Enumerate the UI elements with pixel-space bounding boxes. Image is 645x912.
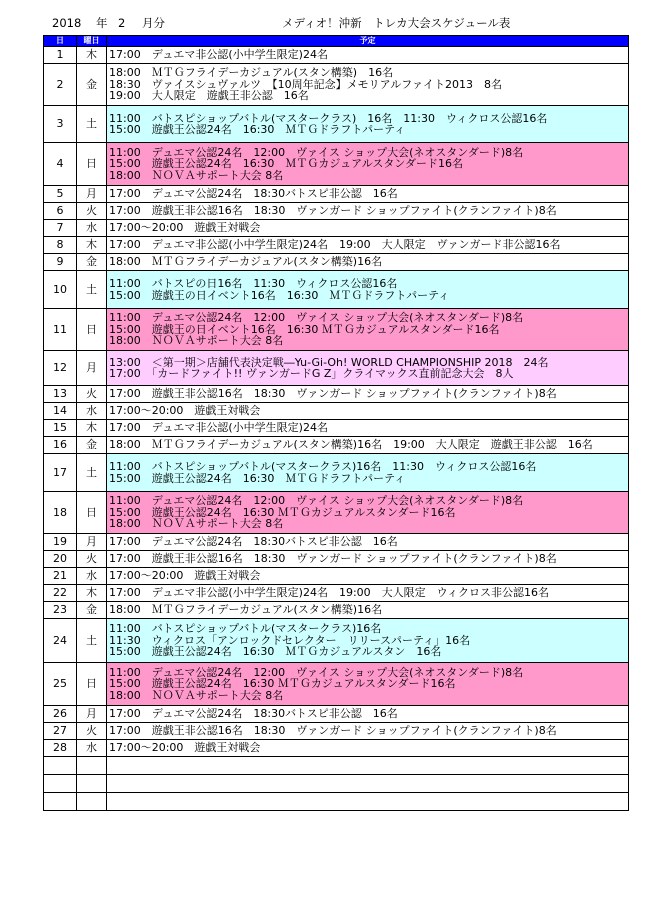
weekday-cell: 火 (77, 551, 107, 568)
schedule-row (44, 492, 629, 534)
events-cell (107, 534, 629, 551)
day-cell: 1 (44, 47, 77, 64)
weekday-cell: 金 (77, 437, 107, 454)
weekday-cell: 木 (77, 420, 107, 437)
weekday-cell: 金 (77, 64, 107, 106)
day-cell: 12 (44, 351, 77, 386)
event-line: 15:00 遊戯王の日イベント16名 16:30 ＭＴＧドラフトパーティ (109, 288, 450, 302)
weekday-cell: 金 (77, 602, 107, 619)
event-line: 17:00 遊戯王非公認16名 18:30 ヴァンガード ショップファイト(クランファイト)8名 (109, 387, 557, 401)
event-line: 17:00 デュエマ非公認(小中学生限定)24名 19:00 大人限定 ヴァンガード非公認16名 (109, 238, 561, 252)
weekday-cell: 日 (77, 492, 107, 534)
events-cell (107, 143, 629, 186)
schedule-table (43, 35, 629, 811)
schedule-row (44, 47, 629, 64)
weekday-cell: 月 (77, 706, 107, 723)
day-cell: 23 (44, 602, 77, 619)
event-line: 17:00 デュエマ公認24名 18:30バトスピ非公認 16名 (109, 535, 398, 549)
event-line: 15:00 遊戯王の日イベント16名 16:30 ＭＴＧカジュアルスタンダード16名 (109, 322, 500, 336)
event-line: 17:00 デュエマ非公認(小中学生限定)24名 (109, 48, 328, 62)
event-line: 17:00～20:00 遊戯王対戦会 (109, 404, 261, 418)
day-cell: 14 (44, 403, 77, 420)
event-line: 18:00 ＭＴＧフライデーカジュアル(スタン構築)16名 (109, 603, 383, 617)
event-line: 17:00 遊戯王非公認16名 18:30 ヴァンガード ショップファイト(クランファイト)8名 (109, 724, 557, 738)
event-line: 18:00 ＮＯＶＡサポート大会 8名 (109, 334, 284, 348)
weekday-cell (77, 757, 107, 775)
day-cell: 15 (44, 420, 77, 437)
schedule-row (44, 706, 629, 723)
day-cell: 8 (44, 237, 77, 254)
weekday-cell: 木 (77, 47, 107, 64)
weekday-cell: 日 (77, 663, 107, 706)
events-cell (107, 602, 629, 619)
weekday-cell: 水 (77, 220, 107, 237)
schedule-body (44, 47, 629, 811)
day-cell: 13 (44, 386, 77, 403)
weekday-cell: 月 (77, 186, 107, 203)
weekday-cell: 木 (77, 237, 107, 254)
weekday-cell (77, 793, 107, 811)
weekday-cell: 火 (77, 203, 107, 220)
events-cell (107, 585, 629, 602)
events-cell (107, 351, 629, 386)
event-line: 18:00 ＭＴＧフライデーカジュアル(スタン構築)16名 (109, 255, 383, 269)
day-cell: 25 (44, 663, 77, 706)
day-cell (44, 757, 77, 775)
schedule-row (44, 568, 629, 585)
schedule-row (44, 106, 629, 143)
day-cell: 27 (44, 723, 77, 740)
weekday-cell: 火 (77, 386, 107, 403)
day-cell (44, 775, 77, 793)
schedule-row (44, 420, 629, 437)
schedule-row (44, 143, 629, 186)
weekday-cell: 日 (77, 143, 107, 186)
schedule-row (44, 534, 629, 551)
schedule-row (44, 551, 629, 568)
events-cell (107, 492, 629, 534)
day-cell: 10 (44, 271, 77, 309)
events-cell (107, 551, 629, 568)
schedule-row (44, 454, 629, 492)
events-cell (107, 619, 629, 663)
weekday-cell: 土 (77, 619, 107, 663)
events-cell (107, 403, 629, 420)
schedule-row (44, 775, 629, 793)
schedule-row (44, 663, 629, 706)
event-line: 17:00～20:00 遊戯王対戦会 (109, 569, 261, 583)
events-cell (107, 793, 629, 811)
events-cell (107, 309, 629, 351)
event-line: 18:00 ＭＴＧフライデーカジュアル(スタン構築)16名 19:00 大人限定 遊戯王非公認 16名 (109, 438, 593, 452)
event-line: 11:00 バトスピショップバトル(マスタークラス)16名 (109, 622, 382, 636)
header-title: メディオ！沖新 トレカ大会スケジュール表 (282, 16, 511, 30)
event-line: 18:00 ＭＴＧフライデーカジュアル(スタン構築) 16名 (109, 66, 394, 80)
day-cell: 21 (44, 568, 77, 585)
weekday-cell: 日 (77, 309, 107, 351)
events-cell (107, 203, 629, 220)
schedule-row (44, 723, 629, 740)
weekday-cell: 土 (77, 106, 107, 143)
event-line: 11:00 デュエマ公認24名 12:00 ヴァイス ショップ大会(ネオスタンダード)8名 (109, 665, 524, 679)
event-line: 17:00～20:00 遊戯王対戦会 (109, 221, 261, 235)
event-line: 15:00 遊戯王公認24名 16:30 ＭＴＧカジュアルスタンダード16名 (109, 505, 456, 519)
events-cell (107, 740, 629, 757)
weekday-cell: 木 (77, 585, 107, 602)
event-line: 17:00 デュエマ公認24名 18:30バトスピ非公認 16名 (109, 707, 398, 721)
day-cell: 7 (44, 220, 77, 237)
schedule-row (44, 237, 629, 254)
event-line: 11:00 デュエマ公認24名 12:00 ヴァイス ショップ大会(ネオスタンダード)8名 (109, 494, 524, 508)
day-cell: 2 (44, 64, 77, 106)
events-cell (107, 271, 629, 309)
event-line: 13:00 ＜第一期＞店舗代表決定戦―Yu-Gi-Oh! WORLD CHAMPIONSHIP 2018 24名 (109, 355, 549, 369)
event-line: 17:00 遊戯王非公認16名 18:30 ヴァンガード ショップファイト(クランファイト)8名 (109, 552, 557, 566)
day-cell: 26 (44, 706, 77, 723)
day-cell: 3 (44, 106, 77, 143)
sheet-header (0, 14, 645, 32)
day-cell: 19 (44, 534, 77, 551)
event-line: 17:00 「カードファイト!! ヴァンガードG Z」クライマックス直前記念大会 8人 (109, 367, 514, 380)
weekday-cell (77, 775, 107, 793)
events-cell (107, 254, 629, 271)
events-cell (107, 663, 629, 706)
events-cell (107, 706, 629, 723)
event-line: 11:00 バトスピの日16名 11:30 ウィクロス公認16名 (109, 277, 398, 290)
events-cell (107, 420, 629, 437)
schedule-row (44, 793, 629, 811)
events-cell (107, 757, 629, 775)
day-cell (44, 793, 77, 811)
weekday-cell: 水 (77, 740, 107, 757)
weekday-cell: 水 (77, 403, 107, 420)
day-cell: 4 (44, 143, 77, 186)
events-cell (107, 386, 629, 403)
event-line: 15:00 遊戯王公認24名 16:30 ＭＴＧドラフトパーティ (109, 123, 406, 136)
events-cell (107, 220, 629, 237)
schedule-row (44, 309, 629, 351)
day-cell: 18 (44, 492, 77, 534)
day-cell: 24 (44, 619, 77, 663)
event-line: 18:00 ＮＯＶＡサポート大会 8名 (109, 688, 284, 702)
schedule-row (44, 437, 629, 454)
weekday-cell: 月 (77, 351, 107, 386)
schedule-row (44, 619, 629, 663)
event-line: 15:00 遊戯王公認24名 16:30 ＭＴＧカジュアルスタン 16名 (109, 645, 442, 659)
schedule-row (44, 203, 629, 220)
day-cell: 22 (44, 585, 77, 602)
schedule-row (44, 64, 629, 106)
event-line: 18:30 ヴァイスシュヴァルツ 【10周年記念】メモリアルファイト2013 8名 (109, 77, 502, 91)
event-line: 17:00 デュエマ公認24名 18:30バトスピ非公認 16名 (109, 187, 398, 201)
schedule-row (44, 585, 629, 602)
event-line: 18:00 ＮＯＶＡサポート大会 8名 (109, 517, 284, 531)
event-line: 11:00 バトスピショップバトル(マスタークラス)16名 11:30 ウィクロス公認16名 (109, 460, 537, 473)
events-cell (107, 568, 629, 585)
schedule-row (44, 220, 629, 237)
day-cell: 11 (44, 309, 77, 351)
events-cell (107, 106, 629, 143)
plan-column-header: 予定 (107, 36, 629, 47)
events-cell (107, 454, 629, 492)
day-cell: 20 (44, 551, 77, 568)
schedule-row (44, 740, 629, 757)
events-cell (107, 437, 629, 454)
schedule-row (44, 386, 629, 403)
schedule-row (44, 254, 629, 271)
schedule-row (44, 403, 629, 420)
weekday-cell: 金 (77, 254, 107, 271)
events-cell (107, 64, 629, 106)
event-line: 15:00 遊戯王公認24名 16:30 ＭＴＧカジュアルスタンダード16名 (109, 677, 456, 691)
event-line: 17:00 遊戯王非公認16名 18:30 ヴァンガード ショップファイト(クランファイト)8名 (109, 204, 557, 218)
day-cell: 6 (44, 203, 77, 220)
schedule-row (44, 186, 629, 203)
schedule-row (44, 602, 629, 619)
weekday-cell: 月 (77, 534, 107, 551)
day-column-header: 日 (44, 36, 77, 47)
event-line: 17:00～20:00 遊戯王対戦会 (109, 741, 261, 755)
day-cell: 9 (44, 254, 77, 271)
event-line: 17:00 デュエマ非公認(小中学生限定)24名 (109, 421, 328, 435)
events-cell (107, 237, 629, 254)
table-header-row (44, 36, 629, 47)
event-line: 11:00 デュエマ公認24名 12:00 ヴァイス ショップ大会(ネオスタンダード)8名 (109, 145, 524, 159)
weekday-cell: 水 (77, 568, 107, 585)
schedule-row (44, 757, 629, 775)
schedule-row (44, 271, 629, 309)
weekday-cell: 土 (77, 454, 107, 492)
weekday-cell: 火 (77, 723, 107, 740)
events-cell (107, 47, 629, 64)
event-line: 15:00 遊戯王公認24名 16:30 ＭＴＧカジュアルスタンダード16名 (109, 157, 463, 171)
event-line: 11:00 デュエマ公認24名 12:00 ヴァイス ショップ大会(ネオスタンダード)8名 (109, 311, 524, 325)
header-year-label: 年 (96, 16, 108, 30)
weekday-cell: 土 (77, 271, 107, 309)
event-line: 18:00 ＮＯＶＡサポート大会 8名 (109, 168, 284, 182)
header-month-label: 月分 (142, 16, 165, 30)
events-cell (107, 775, 629, 793)
schedule-row (44, 351, 629, 386)
day-cell: 17 (44, 454, 77, 492)
day-cell: 28 (44, 740, 77, 757)
event-line: 15:00 遊戯王公認24名 16:30 ＭＴＧドラフトパーティ (109, 471, 406, 485)
day-cell: 16 (44, 437, 77, 454)
weekday-column-header: 曜日 (77, 36, 107, 47)
event-line: 11:30 ウィクロス「アンロックドセレクター リリースパーティ」16名 (109, 633, 471, 647)
event-line: 17:00 デュエマ非公認(小中学生限定)24名 19:00 大人限定 ウィクロス非公認16名 (109, 586, 549, 600)
event-line: 11:00 バトスピショップバトル(マスタークラス) 16名 11:30 ウィクロス公認16名 (109, 111, 548, 125)
header-month: 2 (118, 16, 126, 30)
events-cell (107, 186, 629, 203)
events-cell (107, 723, 629, 740)
event-line: 19:00 大人限定 遊戯王非公認 16名 (109, 89, 309, 103)
header-year: 2018 (52, 16, 82, 30)
day-cell: 5 (44, 186, 77, 203)
